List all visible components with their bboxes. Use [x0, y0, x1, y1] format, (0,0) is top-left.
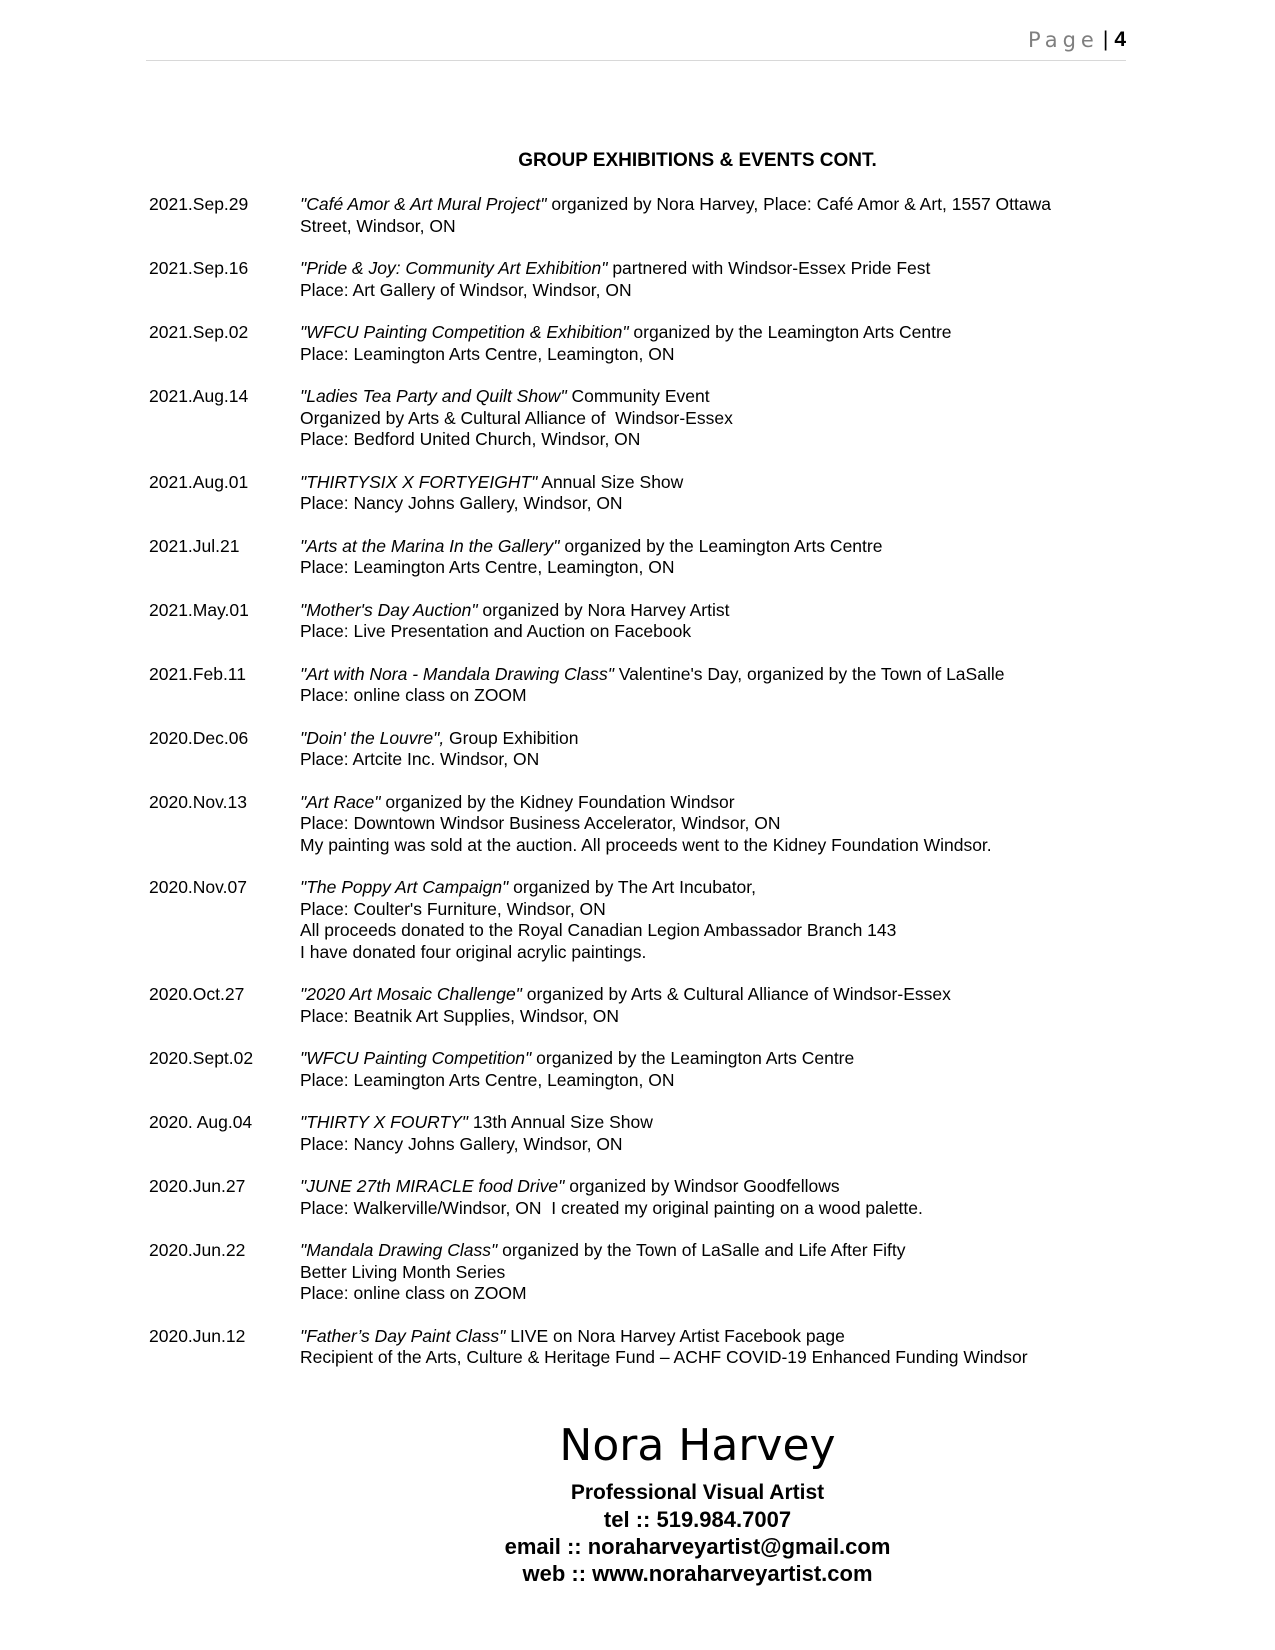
- entries-list: [149, 194, 1129, 1390]
- list-item: [149, 728, 1129, 771]
- website-link[interactable]: web :: www.noraharveyartist.com: [522, 1561, 873, 1586]
- entry-date: 2021.Aug.01: [149, 471, 249, 492]
- entry-description: [300, 258, 1129, 301]
- entry-detail-line: Organized by Arts & Cultural Alliance of Windsor-Essex: [300, 407, 733, 428]
- phone: tel :: 519.984.7007: [603, 1507, 792, 1532]
- entry-first-line: [300, 728, 1129, 750]
- footer: [0, 1420, 1275, 1587]
- entry-description: [300, 792, 1129, 857]
- entry-text: Group Exhibition: [444, 727, 579, 748]
- entry-first-line: [300, 258, 1129, 280]
- entry-text: LIVE on Nora Harvey Artist Facebook page: [505, 1325, 845, 1346]
- entry-title: "The Poppy Art Campaign": [300, 877, 509, 897]
- entry-date: 2020.Jun.12: [149, 1325, 246, 1346]
- entry-description: [300, 472, 1129, 515]
- entry-first-line: [300, 792, 1129, 814]
- entry-first-line: [300, 984, 1129, 1006]
- entry-text: organized by the Town of LaSalle and Life After Fifty: [497, 1240, 906, 1260]
- list-item: [149, 472, 1129, 515]
- entry-description: [300, 386, 1129, 451]
- entry-title: "WFCU Painting Competition & Exhibition": [300, 322, 629, 342]
- entry-first-line: [300, 600, 1129, 622]
- entry-first-line: [300, 322, 1129, 344]
- entry-first-line: [300, 877, 1129, 899]
- entry-description: [300, 600, 1129, 643]
- entry-description: [300, 1112, 1129, 1155]
- entry-text: organized by the Leamington Arts Centre: [559, 535, 883, 556]
- entry-detail-line: Place: Leamington Arts Centre, Leamington, ON: [300, 1069, 675, 1090]
- entry-title: "Mother's Day Auction": [300, 599, 478, 620]
- entry-title: "JUNE 27th MIRACLE food Drive": [300, 1176, 565, 1196]
- list-item: [149, 792, 1129, 857]
- artist-title: Professional Visual Artist: [570, 1481, 825, 1504]
- entry-first-line: [300, 1240, 1129, 1262]
- entry-first-line: [300, 1048, 1129, 1070]
- entry-detail-line: Place: online class on ZOOM: [300, 685, 527, 705]
- entry-detail-line: Place: Nancy Johns Gallery, Windsor, ON: [300, 493, 623, 513]
- entry-detail-line: Place: Leamington Arts Centre, Leamington, ON: [300, 343, 675, 364]
- entry-text: Valentine's Day, organized by the Town of LaSalle: [613, 663, 1005, 684]
- artist-name: Nora Harvey: [559, 1420, 836, 1471]
- entry-date: 2021.Sep.29: [149, 194, 249, 214]
- list-item: [149, 1326, 1129, 1369]
- entry-text: organized by the Leamington Arts Centre: [531, 1048, 855, 1068]
- entry-detail-line: Place: Leamington Arts Centre, Leamington, ON: [300, 557, 675, 577]
- entry-first-line: [300, 1176, 1129, 1198]
- page-label: Page: [1028, 28, 1099, 52]
- entry-description: [300, 664, 1129, 707]
- entry-first-line: [300, 536, 1129, 558]
- entry-date: 2021.May.01: [149, 599, 249, 620]
- list-item: [149, 984, 1129, 1027]
- entry-detail-line: Better Living Month Series: [300, 1261, 506, 1282]
- list-item: [149, 258, 1129, 301]
- entry-text: Community Event: [566, 386, 710, 406]
- entry-date: 2020.Sept.02: [149, 1048, 254, 1068]
- entry-title: "THIRTY X FOURTY": [300, 1112, 469, 1132]
- entry-detail-line: Place: Art Gallery of Windsor, Windsor, ON: [300, 279, 632, 300]
- entry-date: 2021.Sep.02: [149, 322, 249, 342]
- entry-date: 2020.Dec.06: [149, 727, 249, 748]
- entry-title: "Father’s Day Paint Class": [300, 1325, 506, 1346]
- page-header: [146, 28, 1126, 61]
- entry-text: organized by Windsor Goodfellows: [564, 1176, 840, 1196]
- list-item: [149, 1176, 1129, 1219]
- entry-first-line: [300, 1326, 1129, 1348]
- page-number: 4: [1114, 28, 1126, 51]
- list-item: [149, 1048, 1129, 1091]
- entry-detail-line: Recipient of the Arts, Culture & Heritage Fund – ACHF COVID-19 Enhanced Funding Windsor: [300, 1347, 1028, 1367]
- entry-description: [300, 728, 1129, 771]
- entry-description: [300, 1240, 1129, 1305]
- entry-title: "2020 Art Mosaic Challenge": [300, 984, 522, 1004]
- entry-date: 2020.Jun.22: [149, 1240, 246, 1260]
- entry-date: 2020. Aug.04: [149, 1112, 253, 1132]
- entry-first-line: [300, 386, 1129, 408]
- entry-date: 2020.Oct.27: [149, 984, 245, 1004]
- list-item: [149, 600, 1129, 643]
- entry-text: organized by The Art Incubator,: [508, 877, 757, 897]
- entry-description: [300, 877, 1129, 963]
- list-item: [149, 536, 1129, 579]
- entry-date: 2021.Feb.11: [149, 663, 246, 684]
- section-title: GROUP EXHIBITIONS & EVENTS CONT.: [518, 150, 877, 171]
- entry-text: Annual Size Show: [537, 471, 684, 492]
- entry-description: [300, 984, 1129, 1027]
- entry-title: "Ladies Tea Party and Quilt Show": [300, 386, 567, 406]
- entry-description: [300, 322, 1129, 365]
- entry-detail-line: I have donated four original acrylic paintings.: [300, 941, 647, 962]
- entry-detail-line: Place: Artcite Inc. Windsor, ON: [300, 749, 540, 769]
- page-separator: |: [1102, 28, 1109, 51]
- entry-description: [300, 536, 1129, 579]
- entry-text: organized by the Leamington Arts Centre: [628, 322, 952, 342]
- entry-title: "Arts at the Marina In the Gallery": [300, 535, 560, 556]
- entry-first-line: [300, 664, 1129, 686]
- entry-text: organized by Nora Harvey, Place: Café Amor & Art, 1557 Ottawa: [546, 194, 1051, 214]
- entry-title: "Café Amor & Art Mural Project": [300, 194, 547, 214]
- list-item: [149, 1112, 1129, 1155]
- entry-description: [300, 1176, 1129, 1219]
- entry-first-line: [300, 1112, 1129, 1134]
- list-item: [149, 194, 1129, 237]
- entry-detail-line: Place: Coulter's Furniture, Windsor, ON: [300, 898, 606, 919]
- entry-detail-line: Place: online class on ZOOM: [300, 1283, 527, 1303]
- entry-date: 2020.Nov.07: [149, 877, 247, 897]
- entry-title: "Pride & Joy: Community Art Exhibition": [300, 258, 608, 278]
- entry-date: 2020.Jun.27: [149, 1176, 246, 1196]
- entry-detail-line: Street, Windsor, ON: [300, 215, 456, 236]
- entry-detail-line: Place: Walkerville/Windsor, ON I created my original painting on a wood palette.: [300, 1197, 923, 1218]
- entry-text: 13th Annual Size Show: [468, 1112, 653, 1132]
- list-item: [149, 664, 1129, 707]
- entry-date: 2020.Nov.13: [149, 791, 247, 812]
- list-item: [149, 386, 1129, 451]
- entry-detail-line: Place: Downtown Windsor Business Accelerator, Windsor, ON: [300, 813, 781, 833]
- list-item: [149, 1240, 1129, 1305]
- entry-title: "Art with Nora - Mandala Drawing Class": [300, 663, 614, 684]
- entry-date: 2021.Sep.16: [149, 258, 249, 278]
- entry-detail-line: Place: Live Presentation and Auction on Facebook: [300, 621, 692, 641]
- entry-title: "THIRTYSIX X FORTYEIGHT": [300, 471, 538, 492]
- entry-date: 2021.Aug.14: [149, 386, 249, 406]
- entry-detail-line: All proceeds donated to the Royal Canadian Legion Ambassador Branch 143: [300, 920, 897, 940]
- entry-text: organized by Arts & Cultural Alliance of Windsor-Essex: [521, 984, 951, 1004]
- entry-title: "Doin' the Louvre",: [300, 727, 445, 748]
- entry-description: [300, 194, 1129, 237]
- entry-text: organized by Nora Harvey Artist: [477, 599, 730, 620]
- entry-title: "Mandala Drawing Class": [300, 1240, 498, 1260]
- entry-text: partnered with Windsor-Essex Pride Fest: [607, 258, 931, 278]
- entry-first-line: [300, 194, 1129, 216]
- entry-description: [300, 1048, 1129, 1091]
- entry-detail-line: Place: Bedford United Church, Windsor, ON: [300, 429, 641, 449]
- entry-text: organized by the Kidney Foundation Windsor: [380, 791, 735, 812]
- entry-date: 2021.Jul.21: [149, 535, 240, 556]
- entry-first-line: [300, 472, 1129, 494]
- entry-detail-line: Place: Beatnik Art Supplies, Windsor, ON: [300, 1005, 620, 1026]
- entry-title: "Art Race": [300, 791, 381, 812]
- entry-detail-line: My painting was sold at the auction. All proceeds went to the Kidney Foundation Windsor.: [300, 834, 992, 855]
- list-item: [149, 322, 1129, 365]
- entry-detail-line: Place: Nancy Johns Gallery, Windsor, ON: [300, 1133, 623, 1154]
- list-item: [149, 877, 1129, 963]
- entry-description: [300, 1326, 1129, 1369]
- entry-title: "WFCU Painting Competition": [300, 1048, 532, 1068]
- email-link[interactable]: email :: noraharveyartist@gmail.com: [504, 1534, 891, 1559]
